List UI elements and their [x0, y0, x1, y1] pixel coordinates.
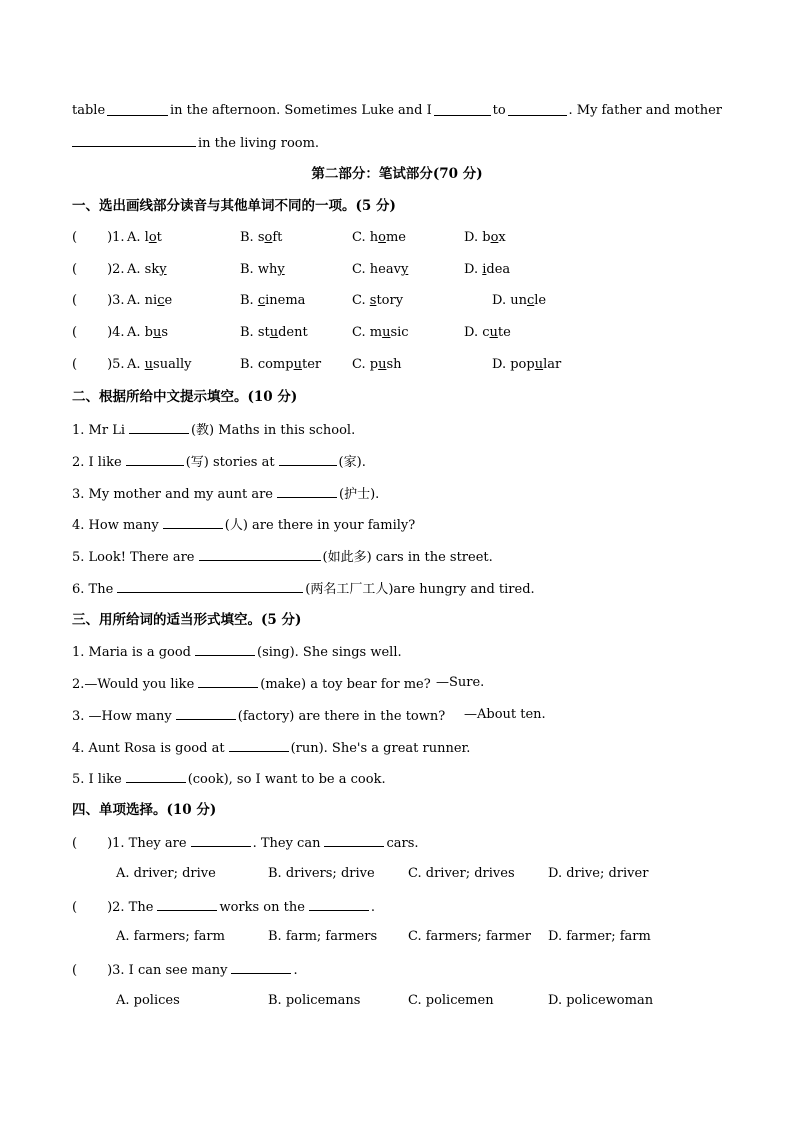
- option-b: B. why: [240, 262, 285, 277]
- blank[interactable]: [279, 452, 337, 466]
- option-c: C. music: [352, 325, 409, 340]
- section-3-title: 三、用所给词的适当形式填空。(5 分): [72, 612, 302, 628]
- s3-question-5: 5. I like (cook), so I want to be a cook.: [72, 769, 722, 787]
- option-a: A. bus: [127, 325, 169, 340]
- answer-paren[interactable]: (: [72, 836, 78, 851]
- section-4-title: 四、单项选择。(10 分): [72, 802, 217, 818]
- blank[interactable]: [508, 102, 567, 116]
- option-c: C. home: [352, 230, 406, 245]
- s2-question-6: 6. The (两名工厂工人)are hungry and tired.: [72, 579, 535, 599]
- option-d: D. cute: [464, 325, 511, 340]
- s4-question-1: ( )1. They are . They can cars.: [72, 833, 419, 853]
- s4-options-1: [72, 865, 722, 883]
- s3-question-1: 1. Maria is a good (sing). She sings well.: [72, 642, 722, 660]
- option-d[interactable]: D. drive; driver: [548, 866, 649, 881]
- s1-question-4: [72, 324, 722, 342]
- blank[interactable]: [195, 642, 255, 656]
- answer-paren[interactable]: (: [72, 963, 78, 978]
- blank[interactable]: [231, 960, 291, 974]
- option-b: B. soft: [240, 230, 283, 245]
- answer-text: —About ten.: [464, 707, 546, 722]
- blank[interactable]: [129, 420, 189, 434]
- s4-question-3: ( )3. I can see many .: [72, 960, 298, 980]
- option-b: B. cinema: [240, 293, 306, 308]
- part-title: 第二部分：笔试部分(70 分): [311, 166, 483, 182]
- blank[interactable]: [126, 452, 184, 466]
- blank[interactable]: [198, 674, 258, 688]
- option-b[interactable]: B. drivers; drive: [268, 866, 375, 881]
- s2-question-3: 3. My mother and my aunt are (护士).: [72, 484, 379, 504]
- option-d: D. idea: [464, 262, 511, 277]
- blank[interactable]: [117, 579, 303, 593]
- option-a: A. usually: [127, 357, 192, 372]
- option-a: A. nice: [127, 293, 173, 308]
- s2-question-4: 4. How many (人) are there in your family?: [72, 515, 415, 535]
- s3-question-3: 3. —How many (factory) are there in the town? —About ten.: [72, 707, 546, 724]
- option-a[interactable]: A. polices: [116, 993, 180, 1008]
- intro-line-2: [72, 133, 319, 153]
- answer-paren[interactable]: ( )2.: [72, 262, 125, 277]
- intro-text: in the living room.: [198, 136, 320, 151]
- s1-question-1: [72, 229, 722, 247]
- blank[interactable]: [157, 897, 217, 911]
- intro-text: . My father and mother: [568, 103, 722, 118]
- s4-options-2: [72, 928, 722, 946]
- option-d: D. popular: [492, 357, 562, 372]
- answer-text: —Sure.: [436, 675, 485, 690]
- option-b[interactable]: B. policemans: [268, 993, 361, 1008]
- blank[interactable]: [229, 738, 289, 752]
- option-b[interactable]: B. farm; farmers: [268, 929, 378, 944]
- option-a[interactable]: A. driver; drive: [116, 866, 216, 881]
- option-d: D. box: [464, 230, 506, 245]
- answer-paren[interactable]: ( )1.: [72, 230, 125, 245]
- option-b: B. computer: [240, 357, 322, 372]
- blank[interactable]: [434, 102, 491, 116]
- blank[interactable]: [107, 102, 168, 116]
- option-a[interactable]: A. farmers; farm: [116, 929, 225, 944]
- option-c[interactable]: C. policemen: [408, 993, 494, 1008]
- blank[interactable]: [191, 833, 251, 847]
- s4-question-2: ( )2. The works on the .: [72, 897, 375, 917]
- blank[interactable]: [324, 833, 384, 847]
- s2-question-5: 5. Look! There are (如此多) cars in the street.: [72, 547, 493, 567]
- answer-paren[interactable]: (: [72, 900, 78, 915]
- section-2-title: 二、根据所给中文提示填空。(10 分): [72, 389, 298, 405]
- blank[interactable]: [126, 769, 186, 783]
- option-b: B. student: [240, 325, 308, 340]
- option-c: C. story: [352, 293, 404, 308]
- s1-question-5: [72, 356, 722, 374]
- s1-question-2: [72, 261, 722, 279]
- option-a: A. lot: [127, 230, 162, 245]
- intro-text: to: [492, 103, 506, 118]
- option-d: D. uncle: [492, 293, 547, 308]
- blank[interactable]: [176, 706, 236, 720]
- option-d[interactable]: D. farmer; farm: [548, 929, 651, 944]
- blank[interactable]: [199, 547, 321, 561]
- s1-question-3: [72, 292, 722, 310]
- s2-question-1: 1. Mr Li (教) Maths in this school.: [72, 420, 355, 440]
- section-1-title: 一、选出画线部分读音与其他单词不同的一项。(5 分): [72, 198, 396, 214]
- blank[interactable]: [163, 515, 223, 529]
- s3-question-2: 2.—Would you like (make) a toy bear for me? —Sure.: [72, 675, 485, 692]
- s3-question-4: 4. Aunt Rosa is good at (run). She's a great runner.: [72, 738, 722, 756]
- blank[interactable]: [72, 133, 196, 147]
- option-c: C. heavy: [352, 262, 409, 277]
- option-c: C. push: [352, 357, 402, 372]
- s2-question-2: 2. I like (写) stories at (家).: [72, 452, 366, 472]
- intro-text: in the afternoon. Sometimes Luke and I: [169, 103, 432, 118]
- intro-line-1: [72, 102, 722, 120]
- blank[interactable]: [309, 897, 369, 911]
- option-c[interactable]: C. driver; drives: [408, 866, 515, 881]
- answer-paren[interactable]: ( )3.: [72, 293, 125, 308]
- blank[interactable]: [277, 484, 337, 498]
- answer-paren[interactable]: ( )5.: [72, 357, 125, 372]
- option-d[interactable]: D. policewoman: [548, 993, 654, 1008]
- option-c[interactable]: C. farmers; farmer: [408, 929, 531, 944]
- answer-paren[interactable]: ( )4.: [72, 325, 125, 340]
- option-a: A. sky: [127, 262, 167, 277]
- s4-options-3: [72, 992, 722, 1010]
- intro-text: table: [72, 103, 106, 118]
